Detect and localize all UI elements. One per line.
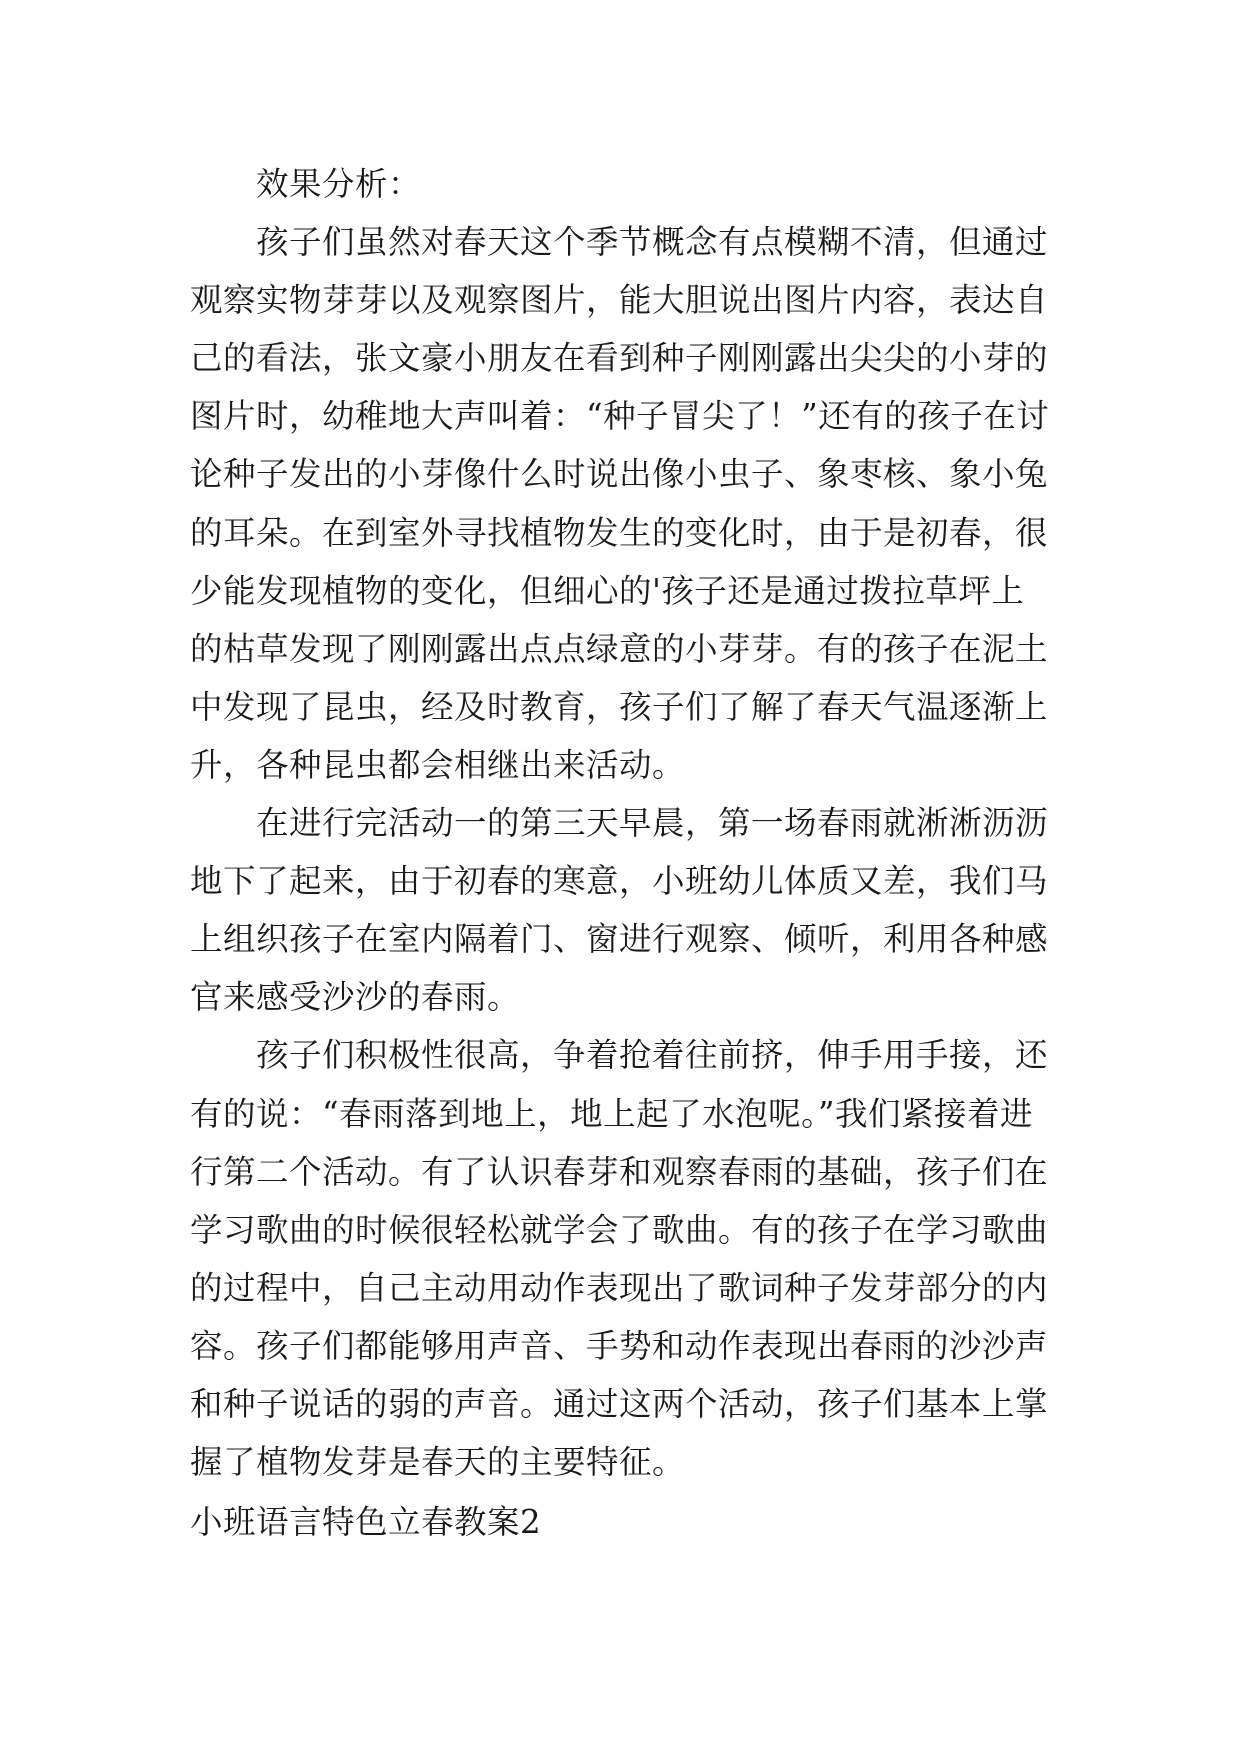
paragraph-line: 容。孩子们都能够用声音、手势和动作表现出春雨的沙沙声 xyxy=(190,1326,1049,1365)
paragraph-line: 握了植物发芽是春天的主要特征。 xyxy=(190,1443,686,1482)
paragraph-line: 在进行完活动一的第三天早晨，第一场春雨就淅淅沥沥 xyxy=(256,804,1049,843)
paragraph-line: 的过程中，自己主动用动作表现出了歌词种子发芽部分的内 xyxy=(190,1268,1049,1307)
paragraph-line: 学习歌曲的时候很轻松就学会了歌曲。有的孩子在学习歌曲 xyxy=(190,1210,1049,1249)
paragraph-line: 观察实物芽芽以及观察图片，能大胆说出图片内容，表达自 xyxy=(190,281,1049,320)
paragraph-line: 官来感受沙沙的春雨。 xyxy=(190,978,521,1017)
paragraph-line: 升，各种昆虫都会相继出来活动。 xyxy=(190,745,686,784)
paragraph-line: 少能发现植物的变化，但细心的'孩子还是通过拨拉草坪上 xyxy=(190,571,1025,610)
paragraph-line: 论种子发出的小芽像什么时说出像小虫子、象枣核、象小兔 xyxy=(190,455,1049,494)
section-title: 小班语言特色立春教案2 xyxy=(190,1503,542,1542)
document-body xyxy=(190,155,1050,1551)
paragraph-line: 中发现了昆虫，经及时教育，孩子们了解了春天气温逐渐上 xyxy=(190,687,1049,726)
paragraph-1 xyxy=(190,213,1050,794)
paragraph-line: 上组织孩子在室内隔着门、窗进行观察、倾听，利用各种感 xyxy=(190,920,1049,959)
paragraph-line: 的耳朵。在到室外寻找植物发生的变化时，由于是初春，很 xyxy=(190,513,1049,552)
paragraph-3 xyxy=(190,1026,1050,1491)
heading-effect-analysis: 效果分析： xyxy=(256,165,422,203)
paragraph-line: 图片时，幼稚地大声叫着：“种子冒尖了！”还有的孩子在讨 xyxy=(190,397,1050,436)
paragraph-line: 和种子说话的弱的声音。通过这两个活动，孩子们基本上掌 xyxy=(190,1384,1049,1423)
paragraph-line: 己的看法，张文豪小朋友在看到种子刚刚露出尖尖的小芽的 xyxy=(190,339,1049,378)
paragraph-line: 地下了起来，由于初春的寒意，小班幼儿体质又差，我们马 xyxy=(190,862,1049,901)
paragraph-line: 行第二个活动。有了认识春芽和观察春雨的基础，孩子们在 xyxy=(190,1152,1049,1191)
paragraph-line: 有的说：“春雨落到地上，地上起了水泡呢。”我们紧接着进 xyxy=(190,1094,1033,1133)
paragraph-line: 孩子们积极性很高，争着抢着往前挤，伸手用手接，还 xyxy=(256,1036,1049,1075)
paragraph-2 xyxy=(190,794,1050,1026)
paragraph-line: 孩子们虽然对春天这个季节概念有点模糊不清，但通过 xyxy=(256,223,1049,262)
paragraph-line: 的枯草发现了刚刚露出点点绿意的小芽芽。有的孩子在泥土 xyxy=(190,629,1049,668)
